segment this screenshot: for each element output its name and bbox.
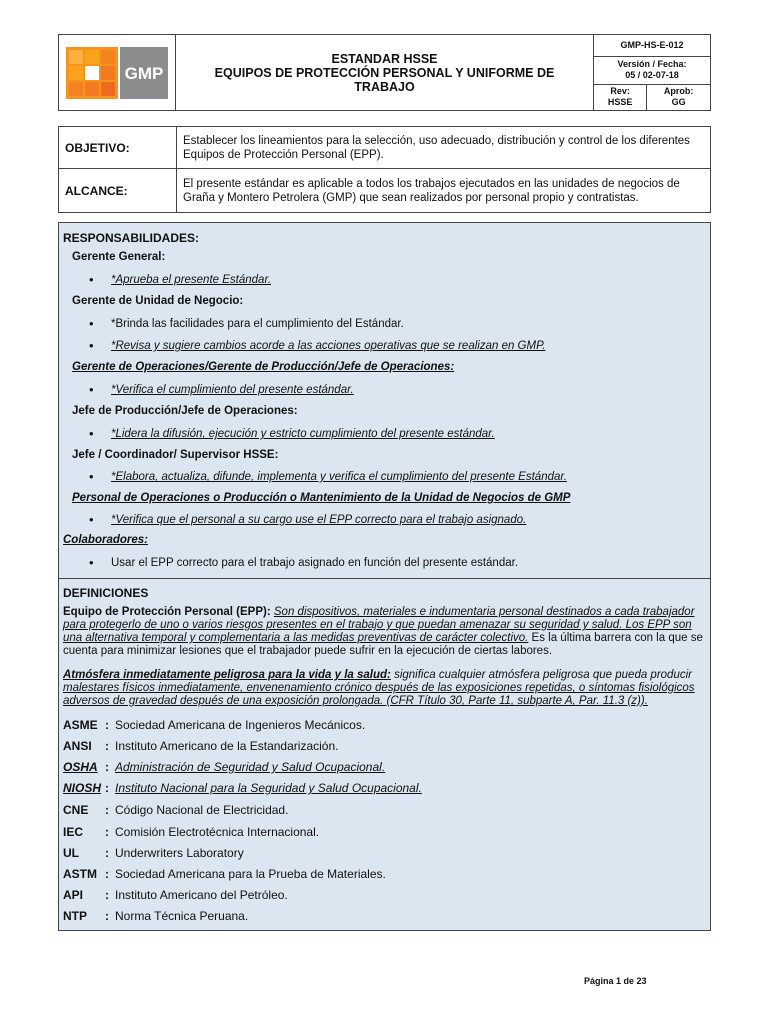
abbr-value: Instituto Americano del Petróleo.: [115, 888, 288, 902]
role-gerente-operaciones: Gerente de Operaciones/Gerente de Producción/Jefe de Operaciones:: [72, 361, 455, 373]
atm-line: malestares físicos inmediatamente, envenenamiento crónico después de las exposiciones repetidas, o síntomas fisiológicos: [63, 682, 695, 694]
epp-line: para protegerlo de uno o varios riesgos presentes en el trabajo y que puedan amenazar su seguridad y salud. Los EPP son: [63, 619, 692, 631]
role-gerente-general: Gerente General:: [72, 251, 166, 263]
epp-term: Equipo de Protección Personal (EPP):: [63, 606, 271, 618]
abbr-row: [59, 867, 710, 887]
version-value: 05 / 02-07-18: [625, 70, 679, 80]
epp-line: una alternativa temporal y complementaria a las medidas preventivas de carácter colectivo.: [63, 632, 529, 644]
abbr-row: [59, 803, 710, 823]
document-meta: [594, 35, 711, 111]
doc-aprob: [647, 84, 710, 110]
resp-item: *Brinda las facilidades para el cumplimiento del Estándar.: [111, 318, 404, 330]
role-jefe-hsse: Jefe / Coordinador/ Supervisor HSSE:: [72, 449, 279, 461]
abbr-key: ANSI: [63, 739, 92, 753]
page-number: Página 1 de 23: [584, 976, 647, 986]
resp-item: *Lidera la difusión, ejecución y estricto cumplimiento del presente estándar.: [111, 428, 495, 440]
document-title: [176, 35, 594, 111]
logo-text: GMP: [124, 63, 164, 83]
responsabilidades-title: RESPONSABILIDADES:: [63, 231, 200, 245]
resp-item: *Elabora, actualiza, difunde, implementa y verifica el cumplimiento del presente Estándar.: [111, 471, 567, 483]
abbr-row: [59, 781, 710, 801]
bullet-icon: •: [89, 272, 94, 287]
epp-line: Es la última barrera con la que: [531, 632, 688, 644]
abbr-key: ASTM: [63, 867, 97, 881]
atmosfera-term: Atmósfera inmediatamente peligrosa para la vida y la salud:: [63, 669, 391, 681]
objetivo-label: OBJETIVO:: [59, 127, 177, 169]
abbr-sep: :: [105, 781, 109, 795]
abbr-key: NIOSH: [63, 781, 102, 795]
abbr-value: Instituto Americano de la Estandarización.: [115, 739, 339, 753]
abbr-value: Sociedad Americana para la Prueba de Materiales.: [115, 867, 386, 881]
abbr-row: [59, 909, 710, 929]
aprob-label: Aprob:: [663, 86, 694, 97]
content-box: [58, 222, 711, 931]
role-jefe-produccion: Jefe de Producción/Jefe de Operaciones:: [72, 405, 298, 417]
definiciones-title: DEFINICIONES: [63, 586, 149, 600]
bullet-icon: •: [89, 426, 94, 441]
atm-line: adversos de gravedad después de una exposición prolongada. (CFR Título 30, Parte 11, subparte A, Par. 11.3 (z)).: [63, 695, 648, 707]
bullet-icon: •: [89, 338, 94, 353]
abbr-key: CNE: [63, 803, 89, 817]
abbr-sep: :: [105, 718, 109, 732]
abbr-row: [59, 760, 710, 780]
abbr-value: Administración de Seguridad y Salud Ocupacional.: [115, 760, 386, 774]
bullet-icon: •: [89, 512, 94, 527]
responsabilidades-section: [59, 223, 710, 579]
abbr-sep: :: [105, 867, 109, 881]
abbr-key: NTP: [63, 909, 87, 923]
abbr-key: OSHA: [63, 760, 98, 774]
alcance-text: El presente estándar es aplicable a todos los trabajos ejecutados en las unidades de negocios de Graña y Montero Petrolera (GMP) que sean realizados por personal propio y contratistas.: [177, 169, 711, 213]
abbr-sep: :: [105, 846, 109, 860]
objetivo-text: Establecer los lineamientos para la selección, uso adecuado, distribución y control de los diferentes Equipos de Protección Personal (EPP).: [177, 127, 711, 169]
logo-cell: [59, 35, 176, 111]
abbr-key: API: [63, 888, 84, 902]
rev-label: Rev:: [610, 86, 630, 97]
title-line-3: TRABAJO: [354, 79, 415, 94]
abbr-value: Código Nacional de Electricidad.: [115, 803, 289, 817]
aprob-value: GG: [671, 97, 686, 108]
resp-item: *Revisa y sugiere cambios acorde a las acciones operativas que se realizan en GMP.: [111, 340, 546, 352]
abbr-key: ASME: [63, 718, 98, 732]
abbr-row: [59, 739, 710, 759]
bullet-icon: •: [89, 469, 94, 484]
objetivo-alcance-table: [58, 126, 711, 213]
rev-value: HSSE: [607, 97, 633, 108]
resp-item: *Aprueba el presente Estándar.: [111, 274, 272, 286]
title-line-2: EQUIPOS DE PROTECCIÓN PERSONAL Y UNIFORME DE: [214, 65, 555, 80]
abbr-value: Comisión Electrotécnica Internacional.: [115, 825, 320, 839]
abbr-sep: :: [105, 803, 109, 817]
abbr-sep: :: [105, 888, 109, 902]
abbr-key: IEC: [63, 825, 84, 839]
doc-rev: [594, 84, 647, 110]
title-line-1: ESTANDAR HSSE: [331, 51, 438, 66]
abbr-sep: :: [105, 825, 109, 839]
resp-item: *Verifica el cumplimiento del presente estándar.: [111, 384, 354, 396]
doc-version: [594, 56, 710, 84]
bullet-icon: •: [89, 382, 94, 397]
gmp-logo: [59, 35, 175, 110]
abbr-row: [59, 825, 710, 845]
alcance-label: ALCANCE:: [59, 169, 177, 213]
bullet-icon: •: [89, 555, 94, 570]
epp-definition: [63, 606, 706, 658]
epp-line: se cuenta para minimizar lesiones que el trabajador puede sufrir en la ejecución de ciertas labores.: [63, 632, 703, 657]
role-gerente-unidad: Gerente de Unidad de Negocio:: [72, 295, 244, 307]
abbr-row: [59, 718, 710, 738]
resp-item: *Verifica que el personal a su cargo use el EPP correcto para el trabajo asignado.: [111, 514, 527, 526]
bullet-icon: •: [89, 316, 94, 331]
abbr-value: Instituto Nacional para la Seguridad y Salud Ocupacional.: [115, 781, 422, 795]
abbr-sep: :: [105, 760, 109, 774]
atmosfera-definition: [63, 669, 706, 708]
role-colaboradores: Colaboradores:: [63, 534, 148, 546]
abbr-key: UL: [63, 846, 79, 860]
resp-item: Usar el EPP correcto para el trabajo asignado en función del presente estándar.: [111, 557, 519, 569]
atm-line: significa cualquier atmósfera peligrosa que pueda producir: [394, 669, 692, 681]
epp-line: Son dispositivos, materiales e indumentaria personal destinados a cada trabajador: [273, 606, 695, 618]
abbr-sep: :: [105, 909, 109, 923]
abbr-value: Norma Técnica Peruana.: [115, 909, 249, 923]
abbr-value: Sociedad Americana de Ingenieros Mecánicos.: [115, 718, 366, 732]
abbr-sep: :: [105, 739, 109, 753]
role-personal-operaciones: Personal de Operaciones o Producción o Mantenimiento de la Unidad de Negocios de GMP: [72, 492, 571, 504]
abbr-row: [59, 846, 710, 866]
version-label: Versión / Fecha:: [617, 59, 687, 69]
abbr-row: [59, 888, 710, 908]
abbr-value: Underwriters Laboratory: [115, 846, 244, 860]
document-header: [58, 34, 711, 111]
doc-code: GMP-HS-E-012: [594, 35, 710, 56]
